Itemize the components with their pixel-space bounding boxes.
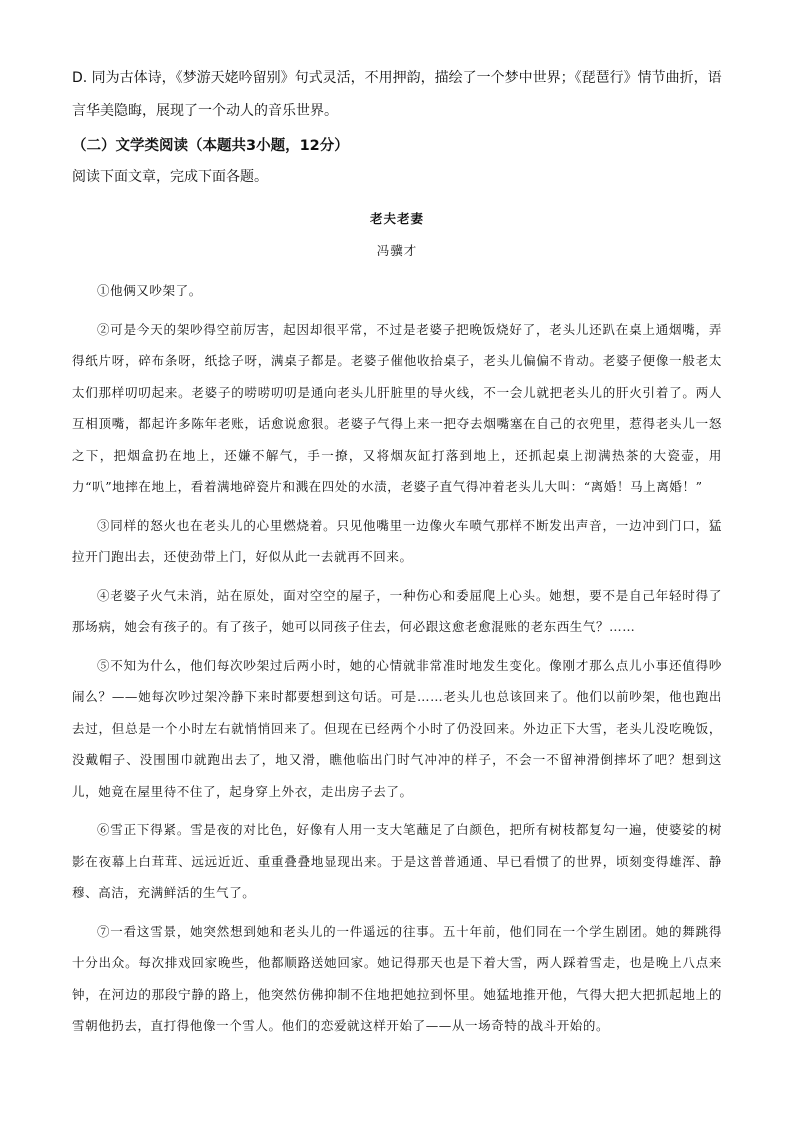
article-paragraph-7: ⑦一看这雪景，她突然想到她和老头儿的一件遥远的往事。五十年前，他们同在一个学生剧团。她的舞跳得十分出众。每次排戏回家晚些，他都顺路送她回家。她记得那天也是下着大雪，两人踩着雪走，也是晚上八点来钟，在河边的那段宁静的路上，他突然仿佛抑制不住地把她拉到怀里。她猛地推开他，气得大把大把抓起地上的雪朝他扔去，直打得他像一个雪人。他们的恋爱就这样开始了——从一场奇特的战斗开始的。: [72, 923, 722, 1033]
section-heading: （二）文学类阅读（本题共3小题，12分）: [72, 138, 349, 154]
document-page: [72, 62, 722, 1049]
reading-instruction: 阅读下面文章，完成下面各题。: [72, 169, 268, 185]
article-paragraph-3: ③同样的怒火也在老头儿的心里燃烧着。只见他嘴里一边像火车喷气那样不断发出声音，一边冲到门口，猛拉开门跑出去，还使劲带上门，好似从此一去就再不回来。: [72, 517, 722, 564]
article-author: 冯骥才: [376, 243, 418, 258]
article-paragraph-5: ⑤不知为什么，他们每次吵架过后两小时，她的心情就非常准时地发生变化。像刚才那么点儿小事还值得吵闹么？——她每次吵过架冷静下来时都要想到这句话。可是……老头儿也总该回来了。他们以前吵架，他也跑出去过，但总是一个小时左右就悄悄回来了。但现在已经两个小时了仍没回来。外边正下大雪，老头儿没吃晚饭，没戴帽子、没围围巾就跑出去了，地又滑，瞧他临出门时气冲冲的样子，不会一不留神滑倒摔坏了吧？想到这儿，她竟在屋里待不住了，起身穿上外衣，走出房子去了。: [72, 657, 722, 799]
article-paragraph-4: ④老婆子火气未消，站在原处，面对空空的屋子，一种伤心和委屈爬上心头。她想，要不是自己年轻时得了那场病，她会有孩子的。有了孩子，她可以同孩子住去，何必跟这愈老愈混账的老东西生气？……: [72, 587, 722, 634]
article-title: 老夫老妻: [369, 211, 424, 226]
article-paragraph-2: ②可是今天的架吵得空前厉害，起因却很平常，不过是老婆子把晚饭烧好了，老头儿还趴在桌上通烟嘴，弄得纸片呀，碎布条呀，纸捻子呀，满桌子都是。老婆子催他收拾桌子，老头儿偏偏不肯动。老婆子便像一般老太太们那样叨叨起来。老婆子的唠唠叨叨是通向老头儿肝脏里的导火线，不一会儿就把老头儿的肝火引着了。两人互相顶嘴，都起许多陈年老账，话愈说愈狠。老婆子气得上来一把夺去烟嘴塞在自己的衣兜里，惹得老头儿一怒之下，把烟盒扔在地上，还嫌不解气，手一撩，又将烟灰缸打落到地上，还抓起桌上沏满热茶的大瓷壶，用力“叭”地摔在地上，看着满地碎瓷片和溅在四处的水渍，老婆子直气得冲着老头儿大叫：“离婚！马上离婚！”: [72, 321, 722, 494]
article-paragraph-1: ①他俩又吵架了。: [97, 283, 202, 298]
answer-option-d: D. 同为古体诗，《梦游天姥吟留别》句式灵活，不用押韵，描绘了一个梦中世界；《琵琶行》情节曲折，语言华美隐晦，展现了一个动人的音乐世界。: [72, 70, 722, 119]
article-paragraph-6: ⑥雪正下得紧。雪是夜的对比色，好像有人用一支大笔蘸足了白颜色，把所有树枝都复勾一遍，使婆娑的树影在夜幕上白茸茸、远远近近、重重叠叠地显现出来。于是这普普通通、早已看惯了的世界，顷刻变得雄浑、静穆、高洁，充满鲜活的生气了。: [72, 822, 722, 900]
